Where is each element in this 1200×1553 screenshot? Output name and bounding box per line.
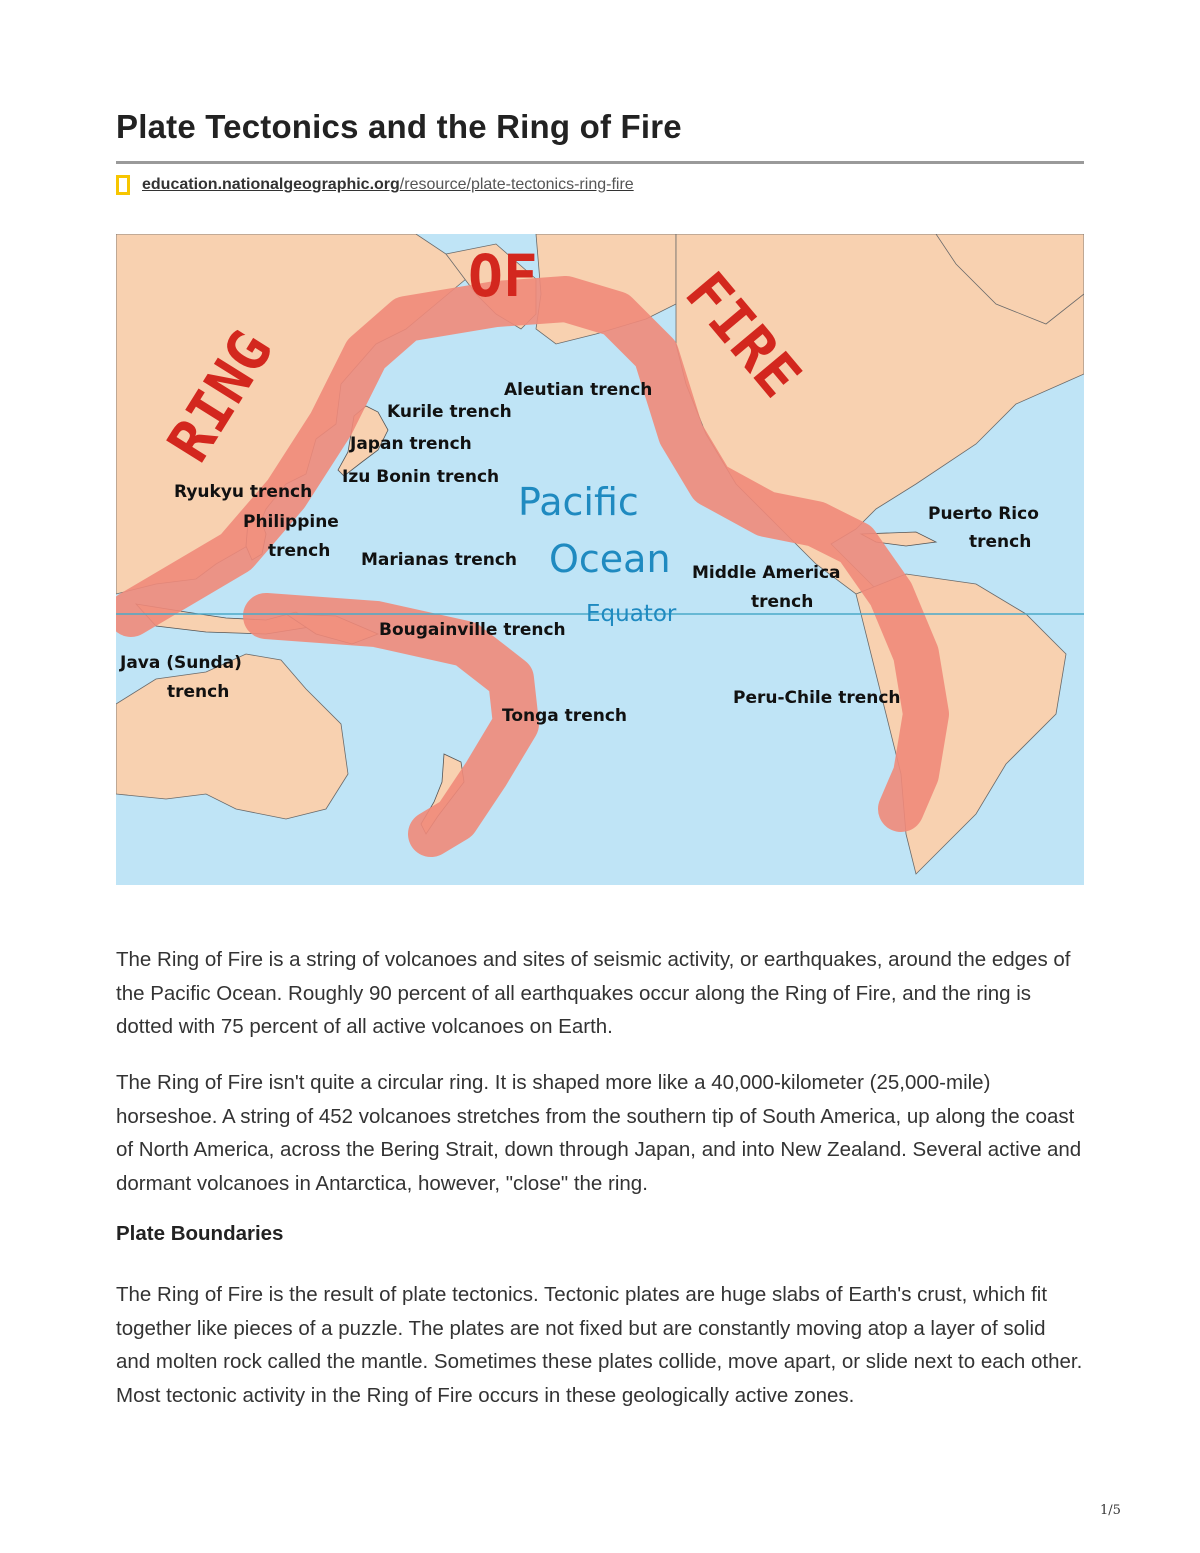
page-title: Plate Tectonics and the Ring of Fire bbox=[116, 108, 682, 145]
ocean-label: Ocean bbox=[549, 537, 671, 581]
page-number: 1/5 bbox=[1100, 1503, 1121, 1518]
title-divider bbox=[116, 161, 1084, 164]
pacific-label: Pacific bbox=[518, 480, 639, 524]
paragraph-1: The Ring of Fire is a string of volcanoes and sites of seismic activity, or earthquakes, around the edges of the Pacific Ocean. Roughly 90 percent of all earthquakes occur along the Ring of Fire, and the ring is dotted with 75 percent of all active volcanoes on Earth. bbox=[116, 948, 1071, 1038]
marianas-trench-label: Marianas trench bbox=[361, 550, 518, 570]
philippine-trench-label-2: trench bbox=[268, 541, 331, 561]
paragraph-2: The Ring of Fire isn't quite a circular ring. It is shaped more like a 40,000-kilometer (25,000-mile) horseshoe. A string of 452 volcanoes stretches from the southern tip of South America, up along the coast of North America, across the Bering Strait, down through Japan, and into New Zealand. Several active and dormant volcanoes in Antarctica, however, "close" the ring. bbox=[116, 1071, 1082, 1195]
aleutian-trench-label: Aleutian trench bbox=[504, 380, 653, 400]
of-word-label: OF bbox=[468, 242, 538, 310]
java-trench-label-1: Java (Sunda) bbox=[120, 653, 242, 673]
equator-label: Equator bbox=[586, 601, 677, 627]
ring-of-fire-map bbox=[116, 234, 1084, 885]
peru-chile-trench-label: Peru-Chile trench bbox=[733, 688, 901, 708]
kurile-trench-label: Kurile trench bbox=[387, 402, 512, 422]
java-trench-label-2: trench bbox=[167, 682, 230, 702]
tonga-trench-label: Tonga trench bbox=[502, 706, 628, 726]
source-domain: education.nationalgeographic.org bbox=[142, 176, 400, 193]
ring-word-label: RING bbox=[154, 318, 286, 474]
source-link-row bbox=[116, 172, 634, 198]
ryukyu-trench-label: Ryukyu trench bbox=[174, 482, 313, 502]
puerto-rico-trench-label-1: Puerto Rico bbox=[928, 504, 1039, 524]
bougainville-trench-label: Bougainville trench bbox=[379, 620, 566, 640]
natgeo-yellow-frame-icon bbox=[116, 175, 130, 195]
paragraph-3: The Ring of Fire is the result of plate tectonics. Tectonic plates are huge slabs of Earth's crust, which fit together like pieces of a puzzle. The plates are not fixed but are constantly moving atop a layer of solid and molten rock called the mantle. Sometimes these plates collide, move apart, or slide next to each other. Most tectonic activity in the Ring of Fire occurs in these geologically active zones. bbox=[116, 1283, 1083, 1407]
section-heading-plate-boundaries: Plate Boundaries bbox=[116, 1222, 284, 1245]
source-path: /resource/plate-tectonics-ring-fire bbox=[399, 176, 634, 193]
source-link[interactable] bbox=[142, 176, 634, 194]
puerto-rico-trench-label-2: trench bbox=[969, 532, 1032, 552]
japan-trench-label: Japan trench bbox=[350, 434, 472, 454]
middle-america-trench-label-2: trench bbox=[751, 592, 814, 612]
izu-bonin-trench-label: Izu Bonin trench bbox=[342, 467, 500, 487]
fire-word-label: FIRE bbox=[672, 259, 815, 411]
philippine-trench-label-1: Philippine bbox=[243, 512, 339, 532]
middle-america-trench-label-1: Middle America bbox=[692, 563, 841, 583]
